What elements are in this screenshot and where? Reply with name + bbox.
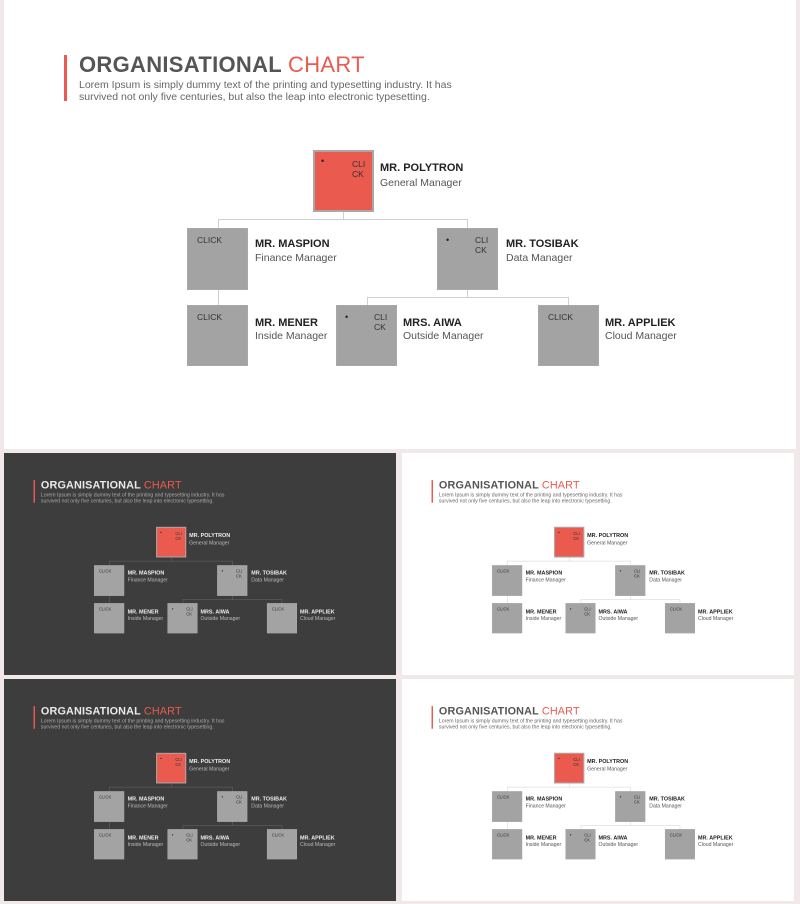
photo-placeholder-mener[interactable]: CLICK: [492, 603, 522, 633]
slide-title: ORGANISATIONAL CHART: [79, 52, 365, 77]
photo-placeholder-maspion[interactable]: CLICK: [492, 565, 522, 596]
photo-placeholder-polytron[interactable]: • CLI CK: [313, 150, 374, 212]
person-role: Cloud Manager: [299, 615, 336, 622]
person-name: MRS. AIWA: [598, 835, 628, 842]
slide-thumbnail-light-2[interactable]: [402, 679, 794, 901]
person-name: MR. MASPION: [525, 796, 563, 803]
person-name: MR. TOSIBAK: [251, 570, 287, 577]
photo-placeholder-aiwa[interactable]: • CLI CK: [336, 305, 397, 366]
photo-placeholder-polytron[interactable]: • CLI CK: [156, 527, 186, 558]
person-role: General Manager: [587, 766, 628, 773]
connector-line: [568, 297, 569, 305]
person-role: Outside Manager: [200, 841, 241, 848]
slide-content: [402, 679, 792, 900]
slide-content: [4, 453, 394, 674]
person-role: General Manager: [189, 540, 230, 547]
photo-placeholder-appliek[interactable]: CLICK: [267, 829, 297, 859]
person-name: MR. MENER: [255, 317, 318, 329]
connector-line: [367, 297, 368, 305]
person-role: Cloud Manager: [697, 841, 734, 848]
photo-placeholder-aiwa[interactable]: • CLI CK: [168, 829, 198, 859]
photo-placeholder-maspion[interactable]: CLICK: [94, 565, 124, 596]
photo-placeholder-appliek[interactable]: CLICK: [538, 305, 599, 366]
photo-placeholder-polytron[interactable]: • CLI CK: [554, 527, 584, 558]
person-name: MR. POLYTRON: [587, 532, 629, 539]
person-name: MR. MASPION: [127, 796, 165, 803]
slide-title: ORGANISATIONAL CHART: [40, 704, 182, 717]
slide-description: Lorem Ipsum is simply dummy text of the printing and typesetting industry. It has survived not only five centuries, but also the leap into electronic typesetting.: [40, 717, 225, 730]
person-name: MR. MASPION: [525, 570, 563, 577]
slide-content: [4, 0, 796, 449]
person-role: Outside Manager: [403, 330, 484, 342]
person-role: Inside Manager: [525, 841, 562, 848]
slide-title: ORGANISATIONAL CHART: [40, 478, 182, 491]
photo-placeholder-maspion[interactable]: CLICK: [187, 228, 248, 290]
person-name: MR. POLYTRON: [189, 532, 231, 539]
photo-placeholder-tosibak[interactable]: • CLI CK: [217, 791, 247, 822]
person-name: MR. TOSIBAK: [649, 796, 685, 803]
slide-thumbnail-dark-1[interactable]: [4, 453, 396, 675]
person-role: Inside Manager: [127, 841, 164, 848]
photo-placeholder-appliek[interactable]: CLICK: [267, 603, 297, 633]
person-role: Data Manager: [649, 577, 683, 584]
person-role: Outside Manager: [200, 615, 241, 622]
slide-main-light[interactable]: [4, 0, 796, 449]
title-accent-bar: [432, 706, 433, 729]
person-name: MR. MENER: [525, 835, 557, 842]
photo-placeholder-tosibak[interactable]: • CLI CK: [437, 228, 498, 290]
title-accent-bar: [64, 55, 67, 101]
person-role: Data Manager: [251, 577, 285, 584]
person-name: MR. MENER: [127, 609, 159, 616]
person-name: MR. APPLIEK: [697, 609, 733, 616]
photo-placeholder-mener[interactable]: CLICK: [492, 829, 522, 859]
person-role: Outside Manager: [598, 841, 639, 848]
person-role: Cloud Manager: [299, 841, 336, 848]
photo-placeholder-tosibak[interactable]: • CLI CK: [615, 565, 645, 596]
connector-line: [467, 289, 468, 298]
photo-placeholder-aiwa[interactable]: • CLI CK: [566, 603, 596, 633]
slide-content: [402, 453, 792, 674]
person-role: Finance Manager: [525, 577, 566, 584]
person-role: Outside Manager: [598, 615, 639, 622]
photo-placeholder-maspion[interactable]: CLICK: [94, 791, 124, 822]
person-name: MR. POLYTRON: [189, 758, 231, 765]
person-name: MRS. AIWA: [200, 835, 230, 842]
title-accent-bar: [432, 480, 433, 503]
person-name: MR. MENER: [127, 835, 159, 842]
photo-placeholder-appliek[interactable]: CLICK: [665, 829, 695, 859]
person-role: Finance Manager: [525, 803, 566, 810]
person-role: General Manager: [189, 766, 230, 773]
photo-placeholder-mener[interactable]: CLICK: [94, 829, 124, 859]
slide-thumbnail-dark-2[interactable]: [4, 679, 396, 901]
person-name: MR. APPLIEK: [299, 609, 335, 616]
person-role: Data Manager: [506, 252, 573, 264]
person-name: MR. POLYTRON: [587, 758, 629, 765]
photo-placeholder-polytron[interactable]: • CLI CK: [156, 753, 186, 784]
photo-placeholder-aiwa[interactable]: • CLI CK: [566, 829, 596, 859]
photo-placeholder-appliek[interactable]: CLICK: [665, 603, 695, 633]
person-role: Inside Manager: [127, 615, 164, 622]
title-accent-bar: [34, 480, 35, 503]
person-name: MR. MASPION: [127, 570, 165, 577]
person-name: MR. MENER: [525, 609, 557, 616]
person-name: MR. APPLIEK: [697, 835, 733, 842]
person-role: General Manager: [587, 540, 628, 547]
person-role: Finance Manager: [255, 252, 337, 264]
person-role: General Manager: [380, 177, 462, 189]
photo-placeholder-polytron[interactable]: • CLI CK: [554, 753, 584, 784]
slide-description: Lorem Ipsum is simply dummy text of the printing and typesetting industry. It has survived not only five centuries, but also the leap into electronic typesetting.: [438, 717, 623, 730]
slide-thumbnail-light-1[interactable]: [402, 453, 794, 675]
person-role: Finance Manager: [127, 577, 168, 584]
person-name: MR. APPLIEK: [299, 835, 335, 842]
person-role: Data Manager: [649, 803, 683, 810]
person-role: Cloud Manager: [697, 615, 734, 622]
photo-placeholder-mener[interactable]: CLICK: [94, 603, 124, 633]
photo-placeholder-tosibak[interactable]: • CLI CK: [615, 791, 645, 822]
person-name: MR. TOSIBAK: [649, 570, 685, 577]
slide-description: Lorem Ipsum is simply dummy text of the printing and typesetting industry. It has survived not only five centuries, but also the leap into electronic typesetting.: [79, 79, 452, 103]
photo-placeholder-aiwa[interactable]: • CLI CK: [168, 603, 198, 633]
person-name: MR. MASPION: [255, 238, 330, 250]
slide-title: ORGANISATIONAL CHART: [438, 478, 580, 491]
photo-placeholder-maspion[interactable]: CLICK: [492, 791, 522, 822]
slide-description: Lorem Ipsum is simply dummy text of the printing and typesetting industry. It has survived not only five centuries, but also the leap into electronic typesetting.: [40, 491, 225, 504]
person-name: MRS. AIWA: [403, 317, 462, 329]
person-role: Inside Manager: [525, 615, 562, 622]
slide-content: [4, 679, 394, 900]
person-name: MR. POLYTRON: [380, 162, 464, 174]
person-role: Inside Manager: [255, 330, 328, 342]
person-role: Finance Manager: [127, 803, 168, 810]
person-name: MR. TOSIBAK: [506, 238, 579, 250]
person-name: MRS. AIWA: [200, 609, 230, 616]
person-name: MR. APPLIEK: [605, 317, 676, 329]
person-name: MRS. AIWA: [598, 609, 628, 616]
title-accent-bar: [34, 706, 35, 729]
photo-placeholder-mener[interactable]: CLICK: [187, 305, 248, 366]
connector-line: [218, 289, 219, 305]
slide-description: Lorem Ipsum is simply dummy text of the printing and typesetting industry. It has survived not only five centuries, but also the leap into electronic typesetting.: [438, 491, 623, 504]
person-role: Cloud Manager: [605, 330, 677, 342]
person-name: MR. TOSIBAK: [251, 796, 287, 803]
person-role: Data Manager: [251, 803, 285, 810]
slide-title: ORGANISATIONAL CHART: [438, 704, 580, 717]
photo-placeholder-tosibak[interactable]: • CLI CK: [217, 565, 247, 596]
